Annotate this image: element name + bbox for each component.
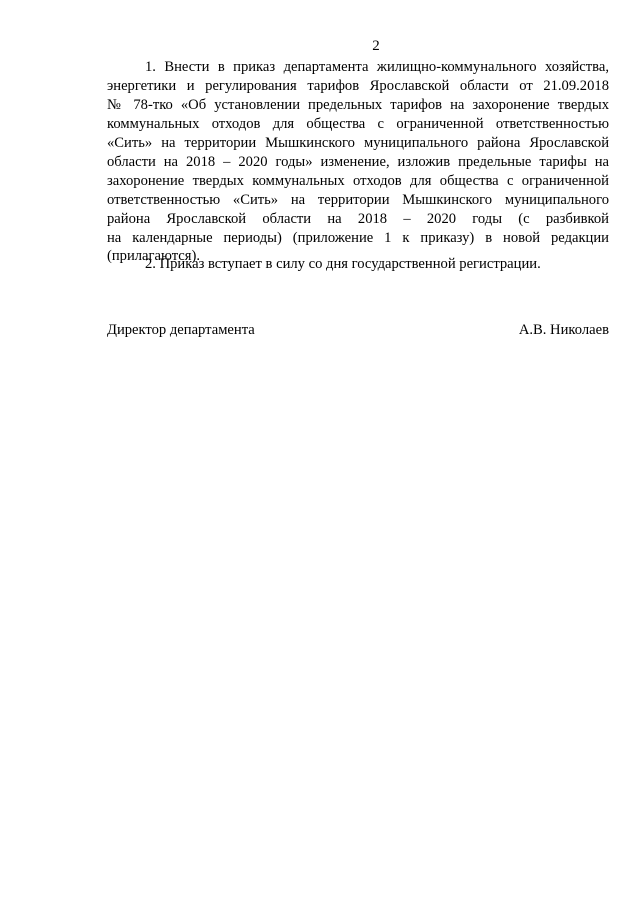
paragraph-1-line: на календарные периоды) (приложение 1 к приказу) в новой редакции	[107, 230, 609, 246]
paragraph-1-line: коммунальных отходов для общества с ограниченной ответственностью	[107, 116, 609, 132]
signatory-name: А.В. Николаев	[518, 322, 609, 338]
signatory-role: Директор департамента	[107, 322, 255, 338]
paragraph-1-line: 1. Внести в приказ департамента жилищно-коммунального хозяйства,	[145, 59, 609, 75]
paragraph-1-line: (прилагаются).	[107, 248, 200, 264]
paragraph-2: 2. Приказ вступает в силу со дня государственной регистрации.	[145, 256, 541, 272]
page-number: 2	[372, 38, 380, 54]
paragraph-1-line: района Ярославской области на 2018 – 2020 годы (с разбивкой	[107, 211, 609, 227]
paragraph-1-line: «Сить» на территории Мышкинского муниципального района Ярославской	[107, 135, 609, 151]
signature-block	[107, 321, 609, 339]
paragraph-1-line: энергетики и регулирования тарифов Ярославской области от 21.09.2018	[107, 78, 609, 94]
paragraph-1-line: № 78-тко «Об установлении предельных тарифов на захоронение твердых	[107, 97, 609, 113]
paragraph-1-line: захоронение твердых коммунальных отходов для общества с ограниченной	[107, 173, 609, 189]
paragraph-1-line: области на 2018 – 2020 годы» изменение, изложив предельные тарифы на	[107, 154, 609, 170]
paragraph-1-line: ответственностью «Сить» на территории Мышкинского муниципального	[107, 192, 609, 208]
